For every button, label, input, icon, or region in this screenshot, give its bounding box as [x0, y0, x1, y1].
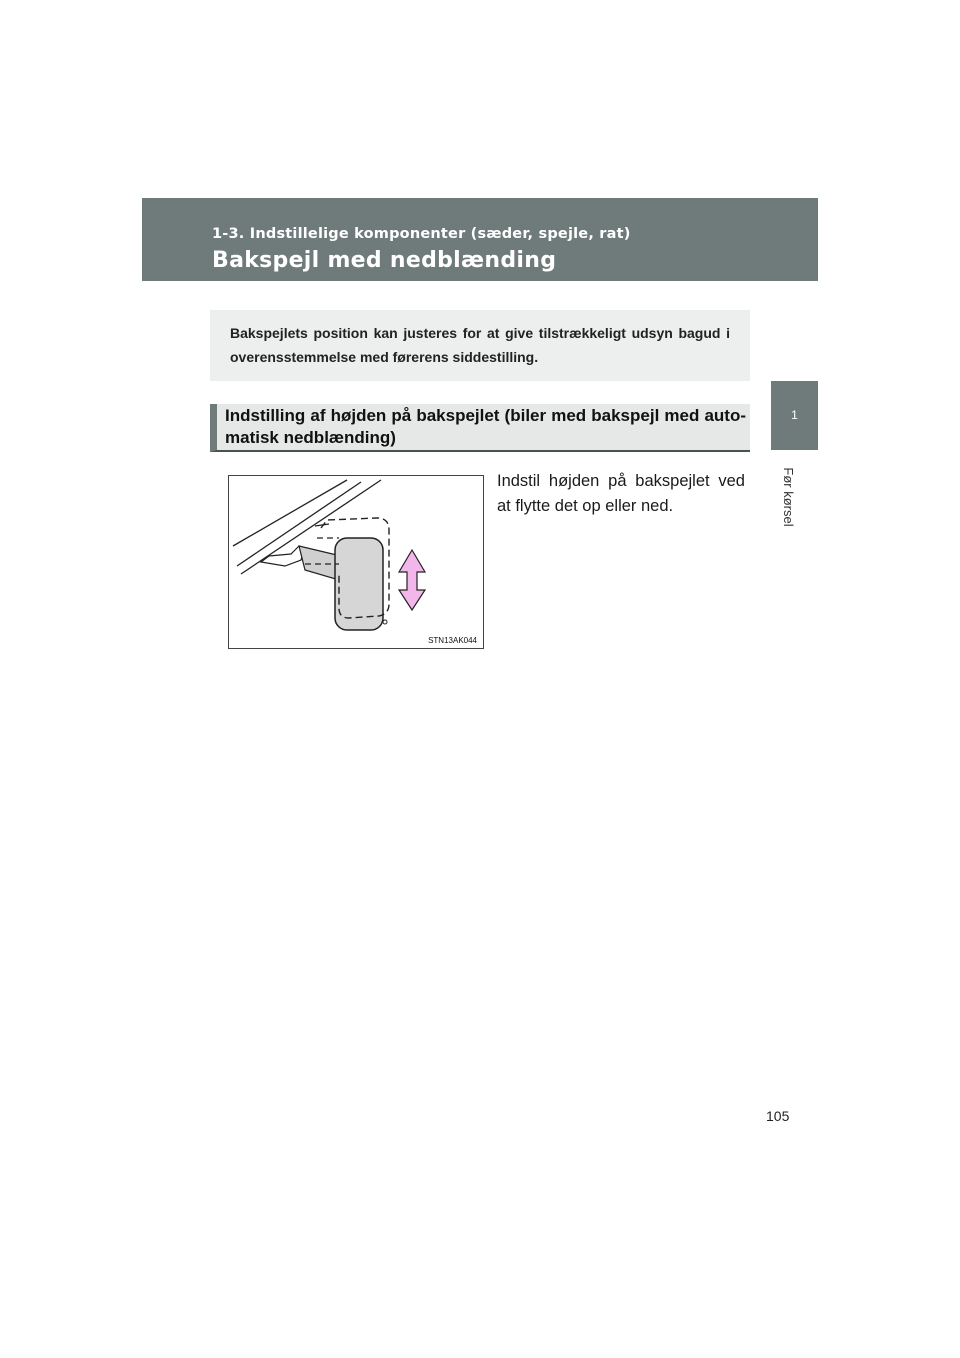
- mirror-body: [335, 538, 383, 630]
- intro-text: Bakspejlets position kan justeres for at give tilstrækkeligt udsyn bagud i overensstemmelse med førerens siddestilling.: [230, 325, 730, 365]
- intro-box: [210, 310, 750, 381]
- header-band: [142, 198, 818, 281]
- chapter-name: Før kørsel: [781, 467, 796, 527]
- mirror-illustration: [228, 475, 484, 649]
- figure-code: STN13AK044: [428, 636, 477, 645]
- chapter-tab[interactable]: 1: [771, 381, 818, 450]
- instruction-text: Indstil højden på bakspejlet ved at flytte det op eller ned.: [497, 472, 745, 515]
- section-heading-box: [210, 404, 750, 452]
- up-down-arrow-icon: [399, 550, 425, 610]
- section-label: 1-3. Indstillelige komponenter (sæder, spejle, rat): [212, 226, 631, 242]
- mirror-drawing: [229, 476, 483, 648]
- windshield-line: [233, 480, 347, 546]
- section-heading: Indstilling af højden på bakspejlet (biler med bakspejl med auto-matisk nedblænding): [225, 406, 746, 447]
- page-number: 105: [766, 1108, 790, 1124]
- page-title: Bakspejl med nedblænding: [212, 248, 557, 273]
- sensor-dot: [383, 620, 387, 624]
